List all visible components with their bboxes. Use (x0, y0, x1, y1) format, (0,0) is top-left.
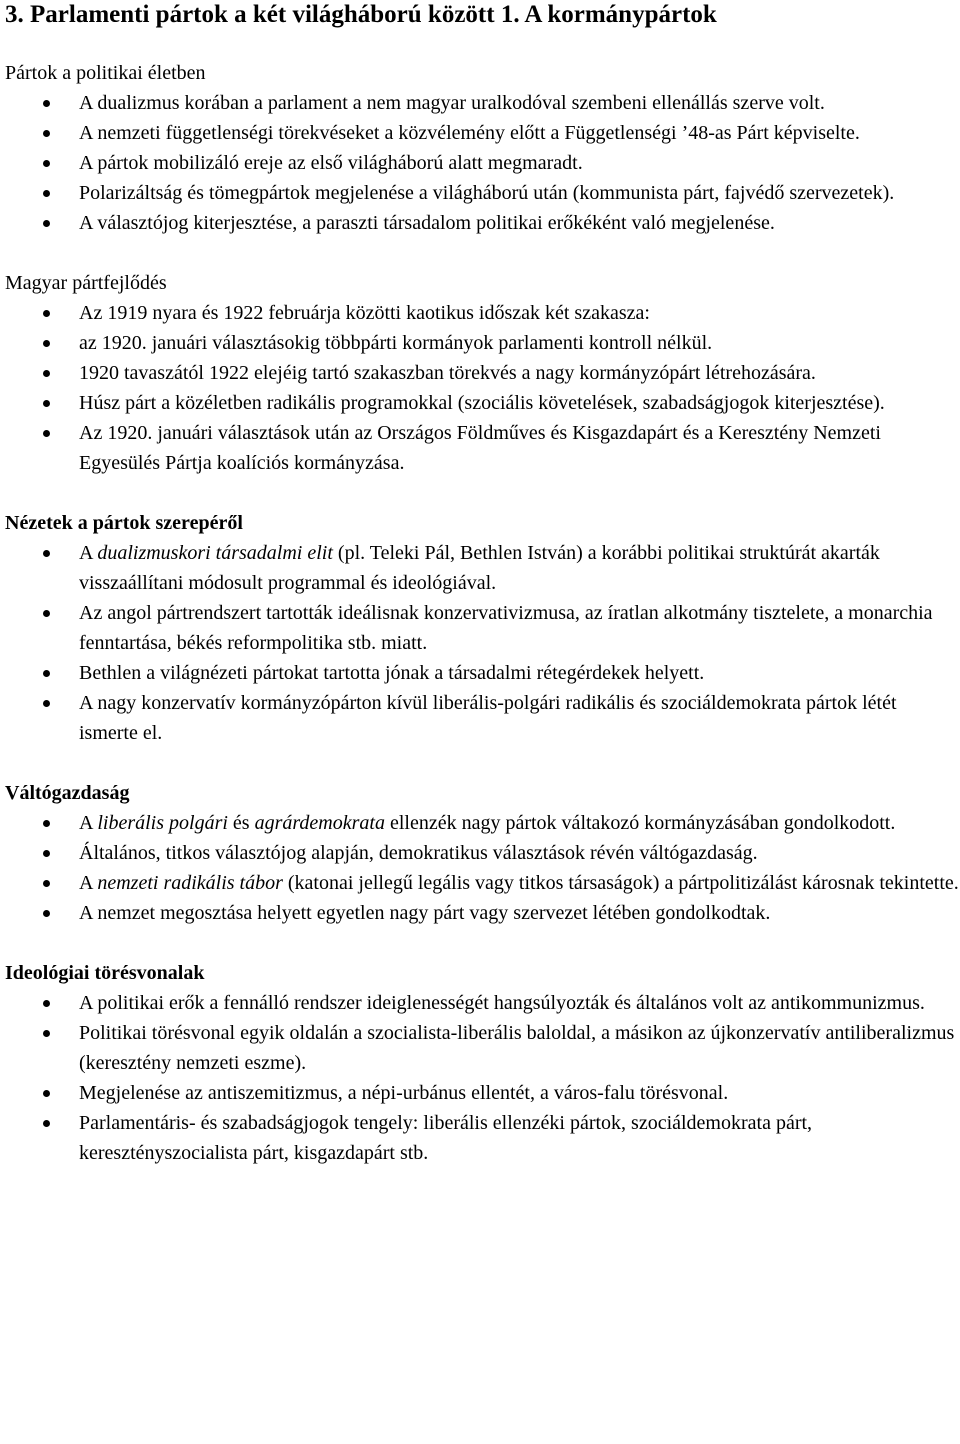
list-item (5, 808, 960, 838)
list-item (5, 298, 960, 328)
section-magyar-partfejlodes (5, 268, 960, 478)
list-item (5, 538, 960, 598)
item-text: A (79, 542, 98, 564)
bullet-icon (43, 820, 50, 827)
list-item (5, 178, 960, 208)
list-item (5, 658, 960, 688)
list-item (5, 358, 960, 388)
item-text: A pártok mobilizáló ereje az első világháború alatt megmaradt. (79, 152, 583, 174)
bullet-icon (43, 430, 50, 437)
bullet-icon (43, 850, 50, 857)
item-text: Az angol pártrendszert tartották ideálisnak konzervativizmusa, az íratlan alkotmány tisztelete, a monarchia fenntartása, békés reformpolitika stb. miatt. (79, 602, 933, 654)
list-item (5, 1018, 960, 1078)
italic-text: nemzeti radikális tábor (97, 872, 283, 894)
list-item (5, 208, 960, 238)
item-text: A választójog kiterjesztése, a paraszti társadalom politikai erőkéként való megjelenése. (79, 212, 775, 234)
list-item (5, 1078, 960, 1108)
bullet-list (5, 808, 960, 928)
italic-text: dualizmuskori társadalmi elit (97, 542, 333, 564)
bullet-icon (43, 100, 50, 107)
bullet-icon (43, 400, 50, 407)
section-nezetek-a-partok-szereperol (5, 508, 960, 748)
italic-text: agrárdemokrata (254, 812, 385, 834)
bullet-icon (43, 700, 50, 707)
bullet-icon (43, 610, 50, 617)
item-text: A nemzet megosztása helyett egyetlen nagy párt vagy szervezet létében gondolkodtak. (79, 902, 771, 924)
bullet-list (5, 298, 960, 478)
list-item (5, 148, 960, 178)
bullet-icon (43, 160, 50, 167)
section-heading: Pártok a politikai életben (5, 62, 206, 84)
list-item (5, 328, 960, 358)
section-valtogazdasag (5, 778, 960, 928)
bullet-icon (43, 310, 50, 317)
section-heading: Magyar pártfejlődés (5, 272, 167, 294)
list-item (5, 88, 960, 118)
item-text: Parlamentáris- és szabadságjogok tengely: liberális ellenzéki pártok, szociáldemokrata párt, keresztényszocialista párt, kisgazdapárt stb. (79, 1112, 813, 1164)
list-item (5, 388, 960, 418)
item-text: Húsz párt a közéletben radikális programokkal (szociális követelések, szabadságjogok kiterjesztése). (79, 392, 885, 414)
list-item (5, 898, 960, 928)
item-text: Általános, titkos választójog alapján, demokratikus választások révén váltógazdaság. (79, 842, 758, 864)
item-text: A politikai erők a fennálló rendszer ideiglenességét hangsúlyozták és általános volt az antikommunizmus. (79, 992, 925, 1014)
list-item (5, 418, 960, 478)
bullet-icon (43, 190, 50, 197)
list-item (5, 868, 960, 898)
bullet-icon (43, 130, 50, 137)
bullet-icon (43, 1120, 50, 1127)
list-item (5, 118, 960, 148)
list-item (5, 688, 960, 748)
bullet-icon (43, 670, 50, 677)
section-heading: Váltógazdaság (5, 782, 130, 804)
item-text: (katonai jellegű legális vagy titkos társaságok) a pártpolitizálást károsnak tekintette. (282, 872, 959, 894)
item-text: (pl. Teleki Pál, Bethlen István) a korábbi politikai struktúrát akarták visszaállítani módosult programmal és ideológiával. (79, 542, 880, 594)
bullet-icon (43, 1000, 50, 1007)
bullet-list (5, 988, 960, 1168)
item-text: A nemzeti függetlenségi törekvéseket a közvélemény előtt a Függetlenségi ’48-as Párt képviselte. (79, 122, 860, 144)
item-text: 1920 tavaszától 1922 elejéig tartó szakaszban törekvés a nagy kormányzópárt létrehozására. (79, 362, 816, 384)
bullet-icon (43, 220, 50, 227)
item-text: az 1920. januári választásokig többpárti kormányok parlamenti kontroll nélkül. (79, 332, 713, 354)
bullet-list (5, 538, 960, 748)
section-heading: Ideológiai törésvonalak (5, 962, 205, 984)
item-text: A (79, 872, 98, 894)
item-text: A dualizmus korában a parlament a nem magyar uralkodóval szembeni ellenállás szerve volt. (79, 92, 825, 114)
list-item (5, 598, 960, 658)
bullet-icon (43, 550, 50, 557)
bullet-icon (43, 1090, 50, 1097)
document-title: 3. Parlamenti pártok a két világháború között 1. A kormánypártok (5, 1, 717, 28)
italic-text: liberális polgári (97, 812, 228, 834)
item-text: Bethlen a világnézeti pártokat tartotta jónak a társadalmi rétegérdekek helyett. (79, 662, 705, 684)
bullet-icon (43, 910, 50, 917)
section-partok-a-politikai-eletben (5, 58, 960, 238)
item-text: Politikai törésvonal egyik oldalán a szocialista-liberális baloldal, a másikon az újkonzervatív antiliberalizmus (keresztény nemzeti eszme). (79, 1022, 955, 1074)
list-item (5, 1108, 960, 1168)
item-text: Az 1919 nyara és 1922 februárja közötti kaotikus időszak két szakasza: (79, 302, 650, 324)
bullet-icon (43, 880, 50, 887)
bullet-icon (43, 370, 50, 377)
item-text: Az 1920. januári választások után az Országos Földműves és Kisgazdapárt és a Keresztény Nemzeti Egyesülés Pártja koalíciós kormányzása. (79, 422, 881, 474)
bullet-icon (43, 340, 50, 347)
section-ideologiai-toresvonalak (5, 958, 960, 1168)
bullet-icon (43, 1030, 50, 1037)
bullet-list (5, 88, 960, 238)
item-text: ellenzék nagy pártok váltakozó kormányzásában gondolkodott. (384, 812, 896, 834)
list-item (5, 838, 960, 868)
section-heading: Nézetek a pártok szerepéről (5, 512, 243, 534)
item-text: és (227, 812, 255, 834)
item-text: Polarizáltság és tömegpártok megjelenése a világháború után (kommunista párt, fajvédő szervezetek). (79, 182, 895, 204)
list-item (5, 988, 960, 1018)
item-text: A nagy konzervatív kormányzópárton kívül liberális-polgári radikális és szociáldemokrata pártok létét ismerte el. (79, 692, 897, 744)
item-text: A (79, 812, 98, 834)
item-text: Megjelenése az antiszemitizmus, a népi-urbánus ellentét, a város-falu törésvonal. (79, 1082, 729, 1104)
